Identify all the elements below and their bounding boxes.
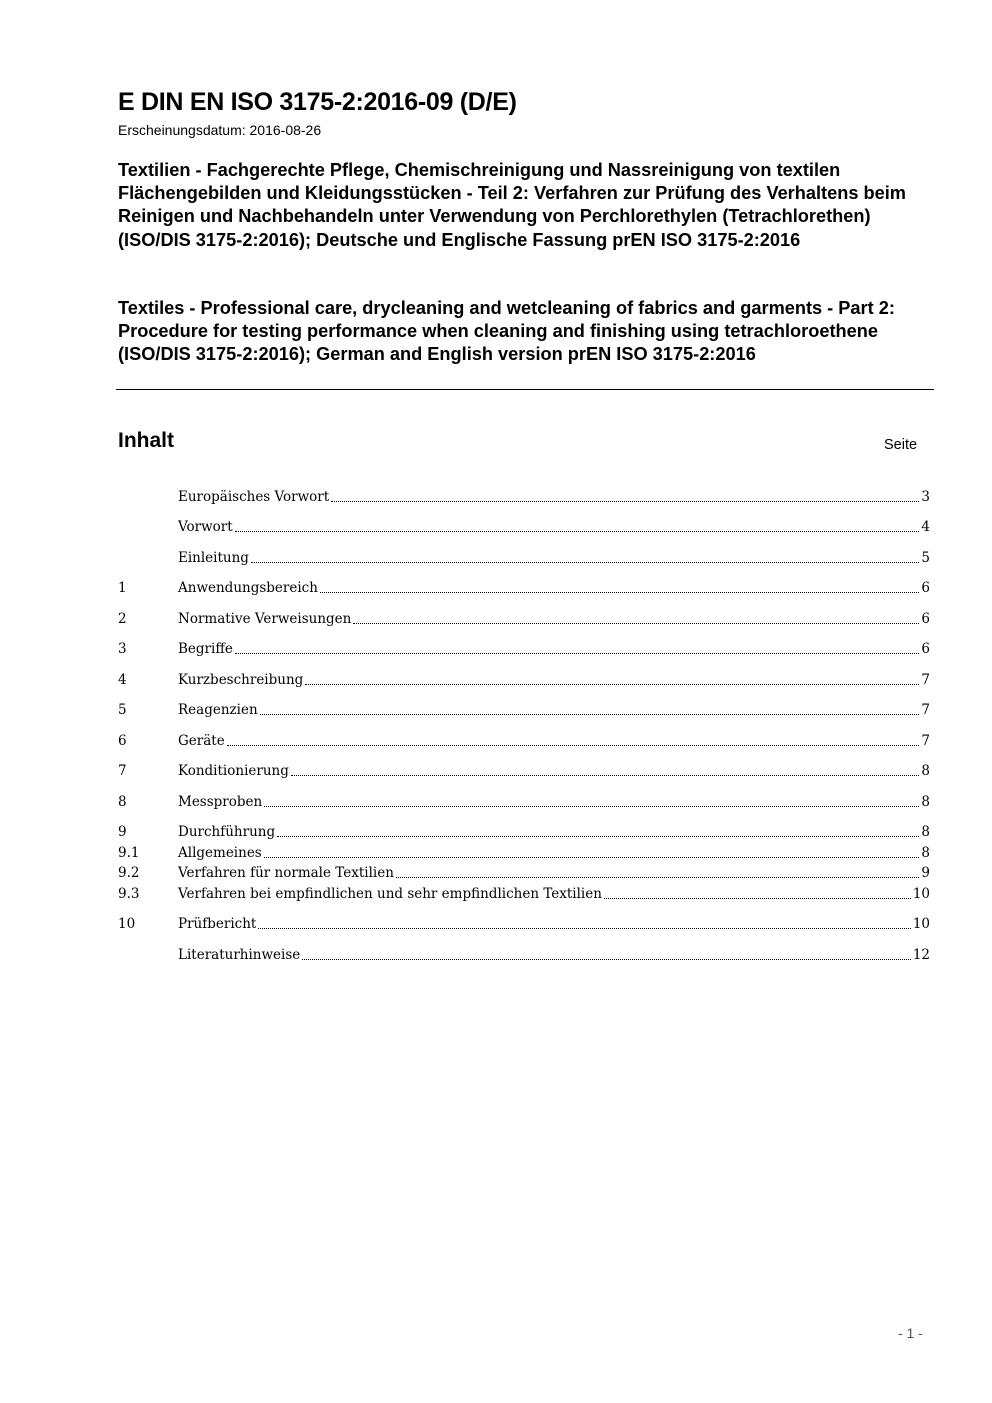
toc-entry-messproben[interactable] [118,791,930,811]
toc-entry-literaturhinweise[interactable] [118,944,930,964]
toc-entry-page: 5 [921,550,930,566]
toc-entry-label: Konditionierung [178,763,289,779]
toc-entry-label: Durchführung [178,824,276,840]
toc-entry-label: Normative Verweisungen [178,611,352,627]
toc-entry-label: Literaturhinweise [178,947,301,963]
toc-entry-page: 8 [921,845,930,861]
toc-dot-leader [251,561,919,563]
toc-entry-number: 5 [118,702,127,718]
toc-entry-number: 6 [118,733,127,749]
toc-entry-number: 8 [118,794,127,810]
toc-entry-page: 7 [921,672,930,688]
toc-entry-page: 8 [921,763,930,779]
toc-entry-number: 2 [118,611,127,627]
toc-entry-label: Vorwort [178,519,233,535]
toc-dot-leader [291,774,920,776]
toc-entry-page: 3 [921,489,930,505]
toc-dot-leader [227,744,920,746]
toc-entry-page: 6 [921,641,930,657]
toc-dot-leader [396,876,920,878]
toc-dot-leader [305,683,919,685]
toc-entry-normative-verweisungen[interactable] [118,608,930,628]
toc-entry-label: Messproben [178,794,263,810]
toc-entry-page: 8 [921,794,930,810]
toc-dot-leader [353,622,919,624]
toc-entry-reagenzien[interactable] [118,699,930,719]
title-divider [116,389,934,390]
toc-entry-verfahren-normale-textilien[interactable] [118,862,930,882]
publication-date: Erscheinungsdatum: 2016-08-26 [118,122,322,138]
toc-entry-durchfuehrung[interactable] [118,821,930,841]
toc-entry-label: Anwendungsbereich [178,580,318,596]
toc-entry-page: 8 [921,824,930,840]
toc-entry-kurzbeschreibung[interactable] [118,669,930,689]
toc-dot-leader [260,713,920,715]
toc-entry-number: 9.2 [118,865,140,881]
toc-entry-label: Verfahren für normale Textilien [178,865,394,881]
toc-entry-label: Verfahren bei empfindlichen und sehr empfindlichen Textilien [178,886,602,902]
toc-entry-page: 4 [921,519,930,535]
toc-entry-number: 7 [118,763,127,779]
toc-dot-leader [264,805,919,807]
toc-entry-number: 4 [118,672,127,688]
toc-entry-page: 7 [921,702,930,718]
title-english: Textiles - Professional care, drycleaning and wetcleaning of fabrics and garments - Part 2: Procedure for testing performance when cleaning and finishing using tetrachloroethene (ISO/DIS 3175-2:2016); German and English version prEN ISO 3175-2:2016 [118,298,895,365]
toc-dot-leader [604,897,911,899]
toc-entry-page: 12 [912,947,930,963]
toc-entry-page: 6 [921,611,930,627]
toc-dot-leader [331,500,919,502]
toc-entry-label: Kurzbeschreibung [178,672,304,688]
toc-entry-label: Begriffe [178,641,233,657]
toc-dot-leader [264,856,920,858]
toc-entry-label: Prüfbericht [178,916,257,932]
document-code: E DIN EN ISO 3175-2:2016-09 (D/E) [118,88,517,116]
toc-entry-page: 9 [921,865,930,881]
toc-entry-number: 9 [118,824,127,840]
toc-entry-number: 3 [118,641,127,657]
toc-entry-number: 9.1 [118,845,140,861]
page-number: - 1 - [898,1325,923,1341]
toc-entry-label: Europäisches Vorwort [178,489,330,505]
toc-dot-leader [235,530,920,532]
toc-entry-label: Allgemeines [178,845,262,861]
toc-entry-page: 6 [921,580,930,596]
title-german: Textilien - Fachgerechte Pflege, Chemischreinigung und Nassreinigung von textilen Flächengebilden und Kleidungsstücken - Teil 2: Verfahren zur Prüfung des Verhaltens beim Reinigen und Nachbehandeln unter Verwendung von Perchlorethylen (Tetrachlorethen) (ISO/DIS 3175-2:2016); Deutsche und Englische Fassung prEN ISO 3175-2:2016 [118,160,906,250]
toc-entry-verfahren-empfindliche-textilien[interactable] [118,883,930,903]
toc-dot-leader [235,652,920,654]
toc-entry-pruefbericht[interactable] [118,913,930,933]
toc-entry-geraete[interactable] [118,730,930,750]
toc-entry-anwendungsbereich[interactable] [118,577,930,597]
toc-entry-allgemeines[interactable] [118,842,930,862]
toc-entry-europaeisches-vorwort[interactable] [118,486,930,506]
toc-entry-page: 10 [912,916,930,932]
toc-dot-leader [258,927,911,929]
toc-entry-label: Geräte [178,733,225,749]
toc-entry-vorwort[interactable] [118,516,930,536]
toc-entry-page: 10 [912,886,930,902]
toc-entry-begriffe[interactable] [118,638,930,658]
toc-entry-einleitung[interactable] [118,547,930,567]
toc-entry-number: 10 [118,916,136,932]
toc-entry-label: Einleitung [178,550,249,566]
toc-dot-leader [320,591,919,593]
toc-entry-number: 1 [118,580,127,596]
toc-entry-number: 9.3 [118,886,140,902]
toc-entry-label: Reagenzien [178,702,258,718]
toc-entry-page: 7 [921,733,930,749]
toc-page-column-label: Seite [884,437,918,453]
toc-dot-leader [302,958,911,960]
toc-dot-leader [277,835,919,837]
toc-entry-konditionierung[interactable] [118,760,930,780]
toc-heading: Inhalt [118,429,174,452]
